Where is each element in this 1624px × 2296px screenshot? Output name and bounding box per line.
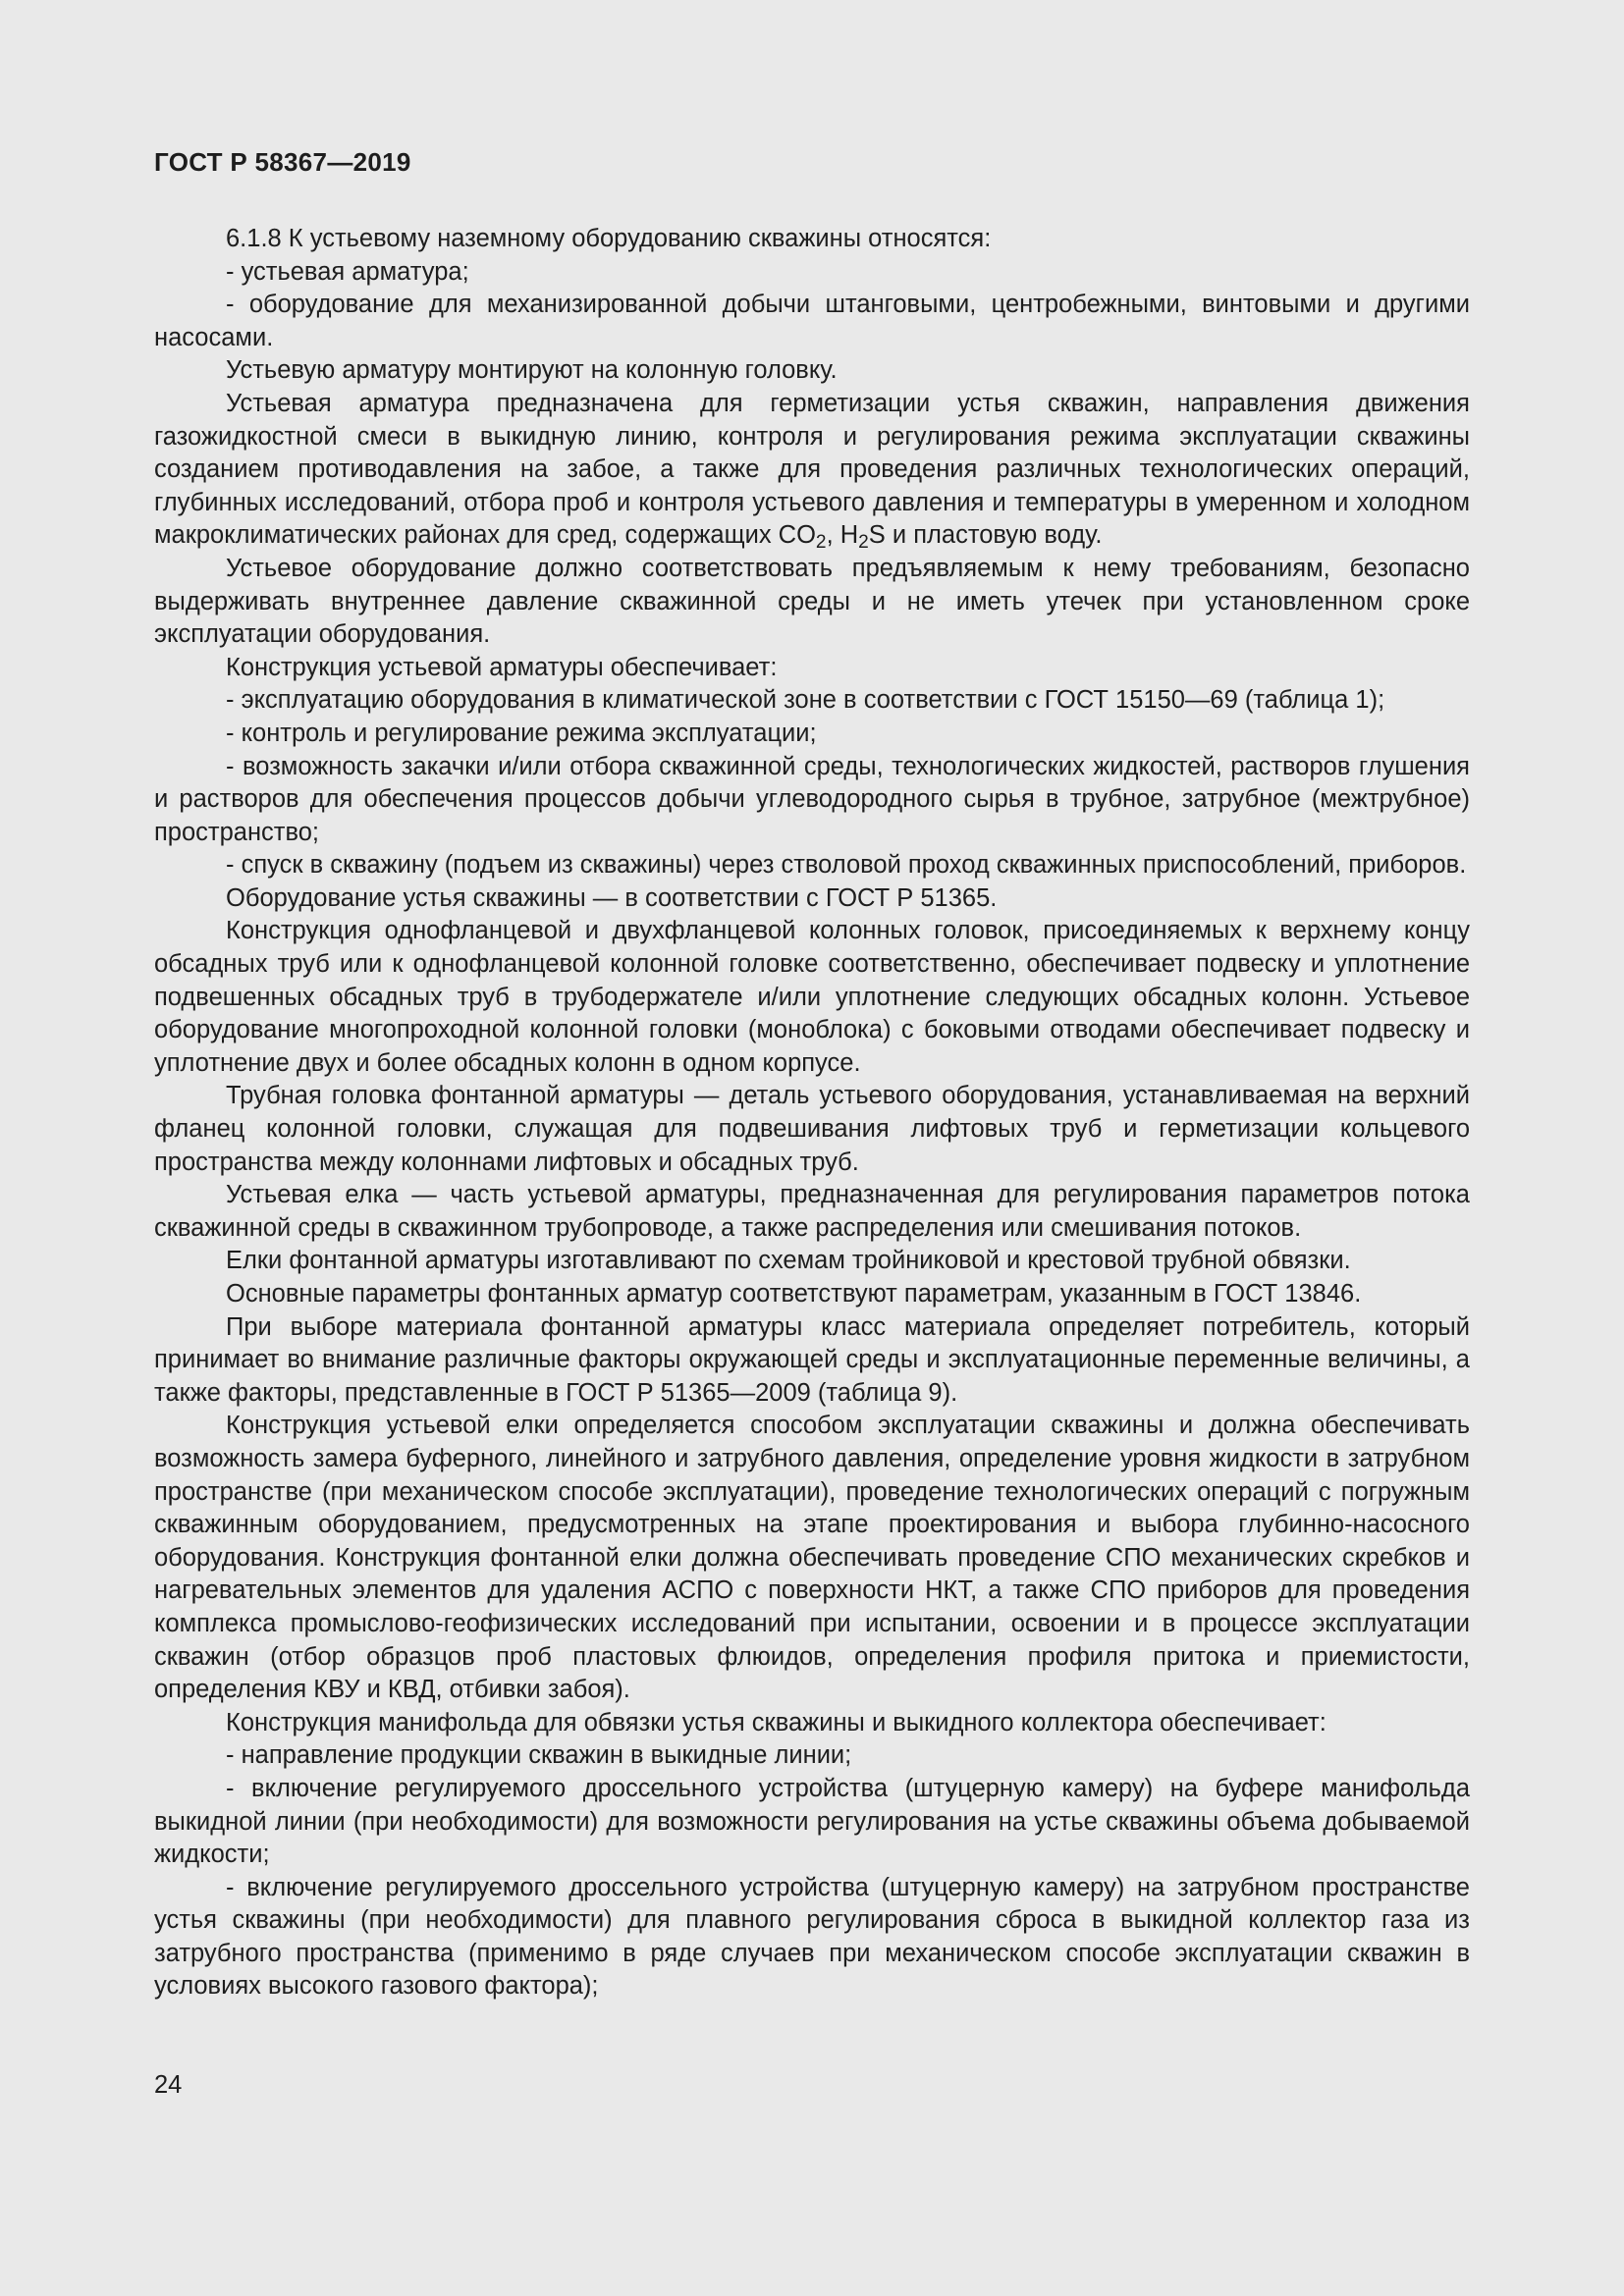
paragraph: Конструкция устьевой арматуры обеспечивает: — [226, 653, 778, 681]
list-item: - включение регулируемого дроссельного устройства (штуцерную камеру) на буфере манифольда выкидной линии (при необходимости) для возможности регулирования на устье скважины объема добываемой жидкости; — [154, 1774, 1470, 1869]
document-header: ГОСТ Р 58367—2019 — [154, 147, 411, 177]
paragraph-text: S и пластовую воду. — [868, 521, 1103, 550]
list-item: - контроль и регулирование режима эксплуатации; — [226, 719, 817, 747]
paragraph: При выборе материала фонтанной арматуры класс материала определяет потребитель, который принимает во внимание различные факторы окружающей среды и эксплуатационные переменные величины, а также факторы, представленные в ГОСТ Р 51365—2009 (таблица 9). — [154, 1312, 1470, 1407]
list-item: - эксплуатацию оборудования в климатической зоне в соответствии с ГОСТ 15150—69 (таблица 1); — [226, 686, 1385, 715]
list-item: - включение регулируемого дроссельного устройства (штуцерную камеру) на затрубном пространстве устья скважины (при необходимости) для плавного регулирования сброса в выкидной коллектор газа из затрубного пространства (применимо в ряде случаев при механическом способе эксплуатации скважин в условиях высокого газового фактора); — [154, 1873, 1470, 2001]
subscript: 2 — [858, 532, 869, 554]
paragraph: Устьевую арматуру монтируют на колонную головку. — [226, 356, 838, 385]
page-number: 24 — [154, 2071, 183, 2099]
paragraph — [154, 388, 1470, 553]
paragraph: Основные параметры фонтанных арматур соответствуют параметрам, указанным в ГОСТ 13846. — [226, 1280, 1362, 1308]
paragraph: Устьевая елка — часть устьевой арматуры, предназначенная для регулирования параметров потока скважинной среды в скважинном трубопроводе, а также распределения или смешивания потоков. — [154, 1181, 1470, 1242]
paragraph: Трубная головка фонтанной арматуры — деталь устьевого оборудования, устанавливаемая на верхний фланец колонной головки, служащая для подвешивания лифтовых труб и герметизации кольцевого пространства между колоннами лифтовых и обсадных труб. — [154, 1082, 1470, 1176]
paragraph: 6.1.8 К устьевому наземному оборудованию скважины относятся: — [226, 225, 992, 252]
paragraph: Конструкция устьевой елки определяется способом эксплуатации скважины и должна обеспечивать возможность замера буферного, линейного и затрубного давления, определение уровня жидкости в затрубном пространстве (при механическом способе эксплуатации), проведение технологических операций с погружным скважинным оборудованием, предусмотренных на этапе проектирования и выбора глубинно-насосного оборудования. Конструкция фонтанной елки должна обеспечивать проведение СПО механических скребков и нагревательных элементов для удаления АСПО с поверхности НКТ, а также СПО приборов для проведения комплекса промыслово-геофизических исследований при испытании, освоении и в процессе эксплуатации скважин (отбор образцов проб пластовых флюидов, определения профиля притока и приемистости, определения КВУ и КВД, отбивки забоя). — [154, 1412, 1470, 1704]
list-item: - возможность закачки и/или отбора скважинной среды, технологических жидкостей, растворов глушения и растворов для обеспечения процессов добычи углеводородного сырья в трубное, затрубное (межтрубное) пространство; — [154, 752, 1470, 846]
document-body — [154, 223, 1470, 2003]
list-item: - направление продукции скважин в выкидные линии; — [226, 1741, 852, 1770]
paragraph: Конструкция манифольда для обвязки устья скважины и выкидного коллектора обеспечивает: — [226, 1708, 1326, 1736]
paragraph: Конструкция однофланцевой и двухфланцевой колонных головок, присоединяемых к верхнему концу обсадных труб или к однофланцевой колонной головке соответственно, обеспечивает подвеску и уплотнение подвешенных обсадных труб в трубодержателе и/или уплотнение следующих обсадных колонн. Устьевое оборудование многопроходной колонной головки (моноблока) с боковыми отводами обеспечивает подвеску и уплотнение двух и более обсадных колонн в одном корпусе. — [154, 917, 1470, 1077]
paragraph: Устьевое оборудование должно соответствовать предъявляемым к нему требованиям, безопасно выдерживать внутреннее давление скважинной среды и не иметь утечек при установленном сроке эксплуатации оборудования. — [154, 554, 1470, 649]
paragraph: Елки фонтанной арматуры изготавливают по схемам тройниковой и крестовой трубной обвязки. — [226, 1247, 1351, 1275]
list-item: - спуск в скважину (подъем из скважины) через стволовой проход скважинных приспособлений, приборов. — [226, 851, 1467, 880]
subscript: 2 — [815, 532, 827, 554]
paragraph-text: , H — [826, 521, 859, 550]
paragraph: Оборудование устья скважины — в соответствии с ГОСТ Р 51365. — [226, 883, 998, 912]
list-item: - устьевая арматура; — [226, 257, 469, 286]
list-item: - оборудование для механизированной добычи штанговыми, центробежными, винтовыми и другими насосами. — [154, 291, 1470, 351]
paragraph-text: Устьевая арматура предназначена для герметизации устья скважин, направления движения газожидкостной смеси в выкидную линию, контроля и регулирования режима эксплуатации скважины созданием противодавления на забое, а также для проведения различных технологических операций, глубинных исследований, отбора проб и контроля устьевого давления и температуры в умеренном и холодном макроклиматических районах для сред, содержащих CO — [154, 389, 1470, 550]
